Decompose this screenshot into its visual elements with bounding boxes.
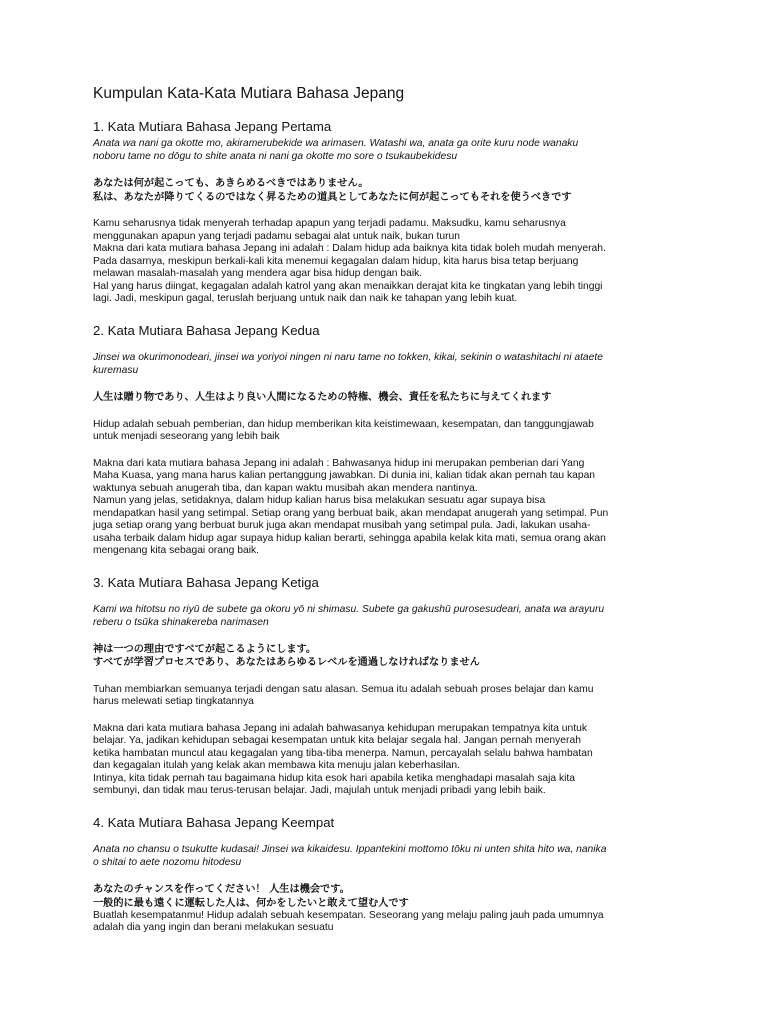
body-line: Makna dari kata mutiara bahasa Jepang ini adalah bahwasanya kehidupan merupakan tempatnya kita untuk bbox=[93, 722, 587, 734]
body-line: Hidup adalah sebuah pemberian, dan hidup memberikan kita keistimewaan, kesempatan, dan tanggungjawab bbox=[93, 418, 594, 430]
body-line: mengenang kita sebagai orang baik. bbox=[93, 545, 260, 557]
body-line: belajar. Ya, jadikan kehidupan sebagai kesempatan untuk kita belajar segala hal. Jangan pernah menyerah bbox=[93, 735, 581, 747]
romaji-line: Anata no chansu o tsukutte kudasai! Jinsei wa kikaidesu. Ippantekini mottomo tōku ni unten shita hito wa, nanika bbox=[93, 843, 607, 855]
body-line: harus melewati setiap tingkatannya bbox=[93, 696, 254, 708]
body-line: Intinya, kita tidak pernah tau bagaimana hidup kita esok hari apabila ketika menghadapi masalah saja kita bbox=[93, 772, 575, 784]
section-2 bbox=[93, 322, 675, 558]
body-line: lagi. Jadi, meskipun gagal, teruslah berjuang untuk naik dan naik ke tahapan yang lebih kuat. bbox=[93, 293, 518, 305]
body-line: sembunyi, dan tidak mau terus-terusan belajar. Jadi, majulah untuk menjadi pribadi yang lebih baik. bbox=[93, 785, 546, 797]
body-line: Buatlah kesempatanmu! Hidup adalah sebuah kesempatan. Seseorang yang melaju paling jauh pada umumnya bbox=[93, 909, 604, 921]
body-line: melawan masalah-masalah yang mendera agar bisa hidup dengan baik. bbox=[93, 268, 423, 280]
romaji-line: Jinsei wa okurimonodeari, jinsei wa yoriyoi ningen ni naru tame no tokken, kikai, sekinin o watashitachi ni ataete bbox=[93, 351, 603, 363]
body-line: Makna dari kata mutiara bahasa Jepang ini adalah : Bahwasanya hidup ini merupakan pemberian dari Yang bbox=[93, 457, 585, 469]
romaji-line: noboru tame no dōgu to shite anata ni nani ga okotte mo sore o tsukaubekidesu bbox=[93, 151, 458, 163]
japanese-line: 私は、あなたが降りてくるのではなく昇るための道具としてあなたに何が起こってもそれを使うべきです bbox=[93, 191, 572, 203]
japanese-line: 一般的に最も遠くに運転した人は、何かをしたいと敢えて望む人です bbox=[93, 897, 409, 909]
japanese-line: 神は一つの理由ですべてが起こるようにします。 bbox=[93, 643, 317, 655]
body-line: ketika hambatan muncul atau kegagalan yang tiba-tiba menerpa. Namun, percayalah selalu bahwa hambatan bbox=[93, 747, 593, 759]
romaji-line: Anata wa nani ga okotte mo, akiramerubekide wa arimasen. Watashi wa, anata ga orite kuru node wanaku bbox=[93, 138, 579, 149]
body-line: dan kegagalan itulah yang kelak akan membawa kita menuju jalan keberhasilan. bbox=[93, 760, 460, 772]
section-1 bbox=[93, 118, 675, 306]
body-line: usaha terbaik dalam hidup agar supaya hidup kalian berarti, sehingga apabila kelak kita mati, semua orang akan bbox=[93, 532, 606, 544]
section-heading: 2. Kata Mutiara Bahasa Jepang Kedua bbox=[93, 322, 320, 338]
section-heading: 4. Kata Mutiara Bahasa Jepang Keempat bbox=[93, 814, 335, 830]
body-line: juga setiap orang yang berbuat buruk juga akan mendapat musibah yang setimpal pula. Jadi, lakukan usaha- bbox=[93, 520, 591, 532]
body-line: Maha Kuasa, yang mana harus kalian pertanggung jawabkan. Di dunia ini, kalian tidak akan pernah tau kapan bbox=[93, 470, 596, 482]
body-line: waktunya sebuah anugerah tiba, dan kapan waktu musibah akan mendera nantinya. bbox=[93, 482, 478, 494]
japanese-line: 人生は贈り物であり、人生はより良い人間になるための特権、機会、責任を私たちに与えてくれます bbox=[93, 392, 552, 404]
japanese-line: あなたは何が起こっても、あきらめるべきではありません。 bbox=[93, 178, 369, 190]
body-line: untuk menjadi seseorang yang lebih baik bbox=[93, 431, 280, 443]
section-3 bbox=[93, 574, 675, 798]
romaji-line: o shitai to aete nozomu hitodesu bbox=[93, 856, 242, 868]
japanese-line: すべてが学習プロセスであり、あなたはあらゆるレベルを通過しなければなりません bbox=[93, 657, 480, 669]
romaji-line: kuremasu bbox=[93, 364, 139, 376]
section-4 bbox=[93, 814, 675, 935]
body-line: Kamu seharusnya tidak menyerah terhadap apapun yang terjadi padamu. Maksudku, kamu seharusnya bbox=[93, 218, 566, 230]
body-line: Namun yang jelas, setidaknya, dalam hidup kalian harus bisa melakukan sesuatu agar supaya bisa bbox=[93, 495, 546, 507]
body-line: Pada dasarnya, meskipun berkali-kali kita menemui kegagalan dalam hidup, kita harus bisa tetap berjuang bbox=[93, 255, 579, 267]
japanese-line: あなたのチャンスを作ってください！ 人生は機会です。 bbox=[93, 884, 350, 896]
body-line: menggunakan apapun yang terjadi padamu sebagai alat untuk naik, bukan turun bbox=[93, 230, 460, 242]
romaji-line: reberu o tsūka shinakereba narimasen bbox=[93, 616, 269, 628]
body-line: adalah dia yang ingin dan berani melakukan sesuatu bbox=[93, 922, 334, 934]
body-line: Tuhan membiarkan semuanya terjadi dengan satu alasan. Semua itu adalah sebuah proses belajar dan kamu bbox=[93, 683, 594, 695]
section-heading: 3. Kata Mutiara Bahasa Jepang Ketiga bbox=[93, 574, 319, 590]
romaji-line: Kami wa hitotsu no riyū de subete ga okoru yō ni shimasu. Subete ga gakushū purosesudeari, anata wa arayuru bbox=[93, 603, 605, 615]
body-line: Makna dari kata mutiara bahasa Jepang ini adalah : Dalam hidup ada baiknya kita tidak boleh mudah menyerah. bbox=[93, 243, 606, 255]
document-page bbox=[93, 84, 675, 935]
body-line: mendapatkan hasil yang setimpal. Setiap orang yang berbuat baik, akan mendapat anugerah yang setimpal. Pun bbox=[93, 507, 609, 519]
document-title: Kumpulan Kata-Kata Mutiara Bahasa Jepang bbox=[93, 85, 405, 102]
section-heading: 1. Kata Mutiara Bahasa Jepang Pertama bbox=[93, 119, 332, 134]
body-line: Hal yang harus diingat, kegagalan adalah katrol yang akan menaikkan derajat kita ke tingkatan yang lebih tinggi bbox=[93, 280, 603, 292]
